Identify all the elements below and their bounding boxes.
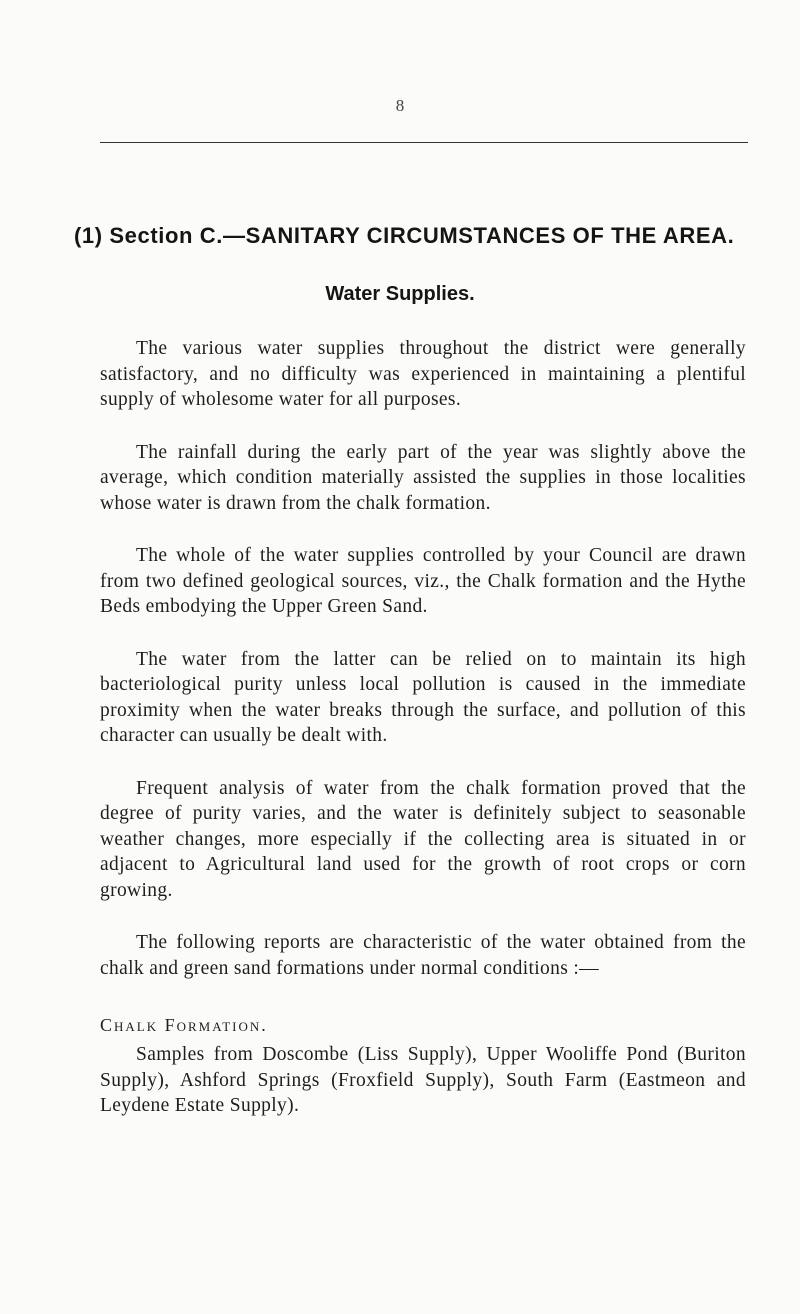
paragraph-rainfall: The rainfall during the early part of the year was slightly above the average, which condition materially assisted the supplies in those localities whose water is drawn from the chalk formation. bbox=[100, 441, 746, 514]
paragraph-hythe-beds-purity: The water from the latter can be relied on to maintain its high bacteriological purity unless local pollution is caused in the immediate proximity when the water breaks through the surface, and pollution of this character can usually be dealt with. bbox=[100, 648, 746, 746]
section-heading: (1) Section C.—SANITARY CIRCUMSTANCES OF THE AREA. bbox=[74, 223, 735, 248]
chalk-formation-heading bbox=[100, 1015, 746, 1036]
page-number: 8 bbox=[395, 96, 405, 115]
water-supplies-heading: Water Supplies. bbox=[325, 283, 475, 305]
paragraph-geological-sources: The whole of the water supplies controlled by your Council are drawn from two defined geological sources, viz., the Chalk formation and the Hythe Beds embodying the Upper Green Sand. bbox=[100, 545, 746, 617]
paragraph-chalk-samples: Samples from Doscombe (Liss Supply), Upper Wooliffe Pond (Buriton Supply), Ashford Springs (Froxfield Supply), South Farm (Eastmeon and Leydene Estate Supply). bbox=[100, 1044, 746, 1116]
chalk-formation-heading-text: Chalk Formation. bbox=[100, 1015, 268, 1035]
paragraph-chalk-analysis: Frequent analysis of water from the chalk formation proved that the degree of purity varies, and the water is definitely subject to seasonable weather changes, more especially if the collecting area is situated in or adjacent to Agricultural land used for the growth of root crops or corn growing. bbox=[100, 777, 746, 901]
paragraph-water-supplies-general: The various water supplies throughout the district were generally satisfactory, and no difficulty was experienced in maintaining a plentiful supply of wholesome water for all purposes. bbox=[100, 338, 746, 410]
body-text bbox=[100, 336, 746, 1119]
paragraph-following-reports: The following reports are characteristic of the water obtained from the chalk and green sand formations under normal conditions :— bbox=[100, 932, 746, 979]
header-rule bbox=[100, 142, 748, 143]
